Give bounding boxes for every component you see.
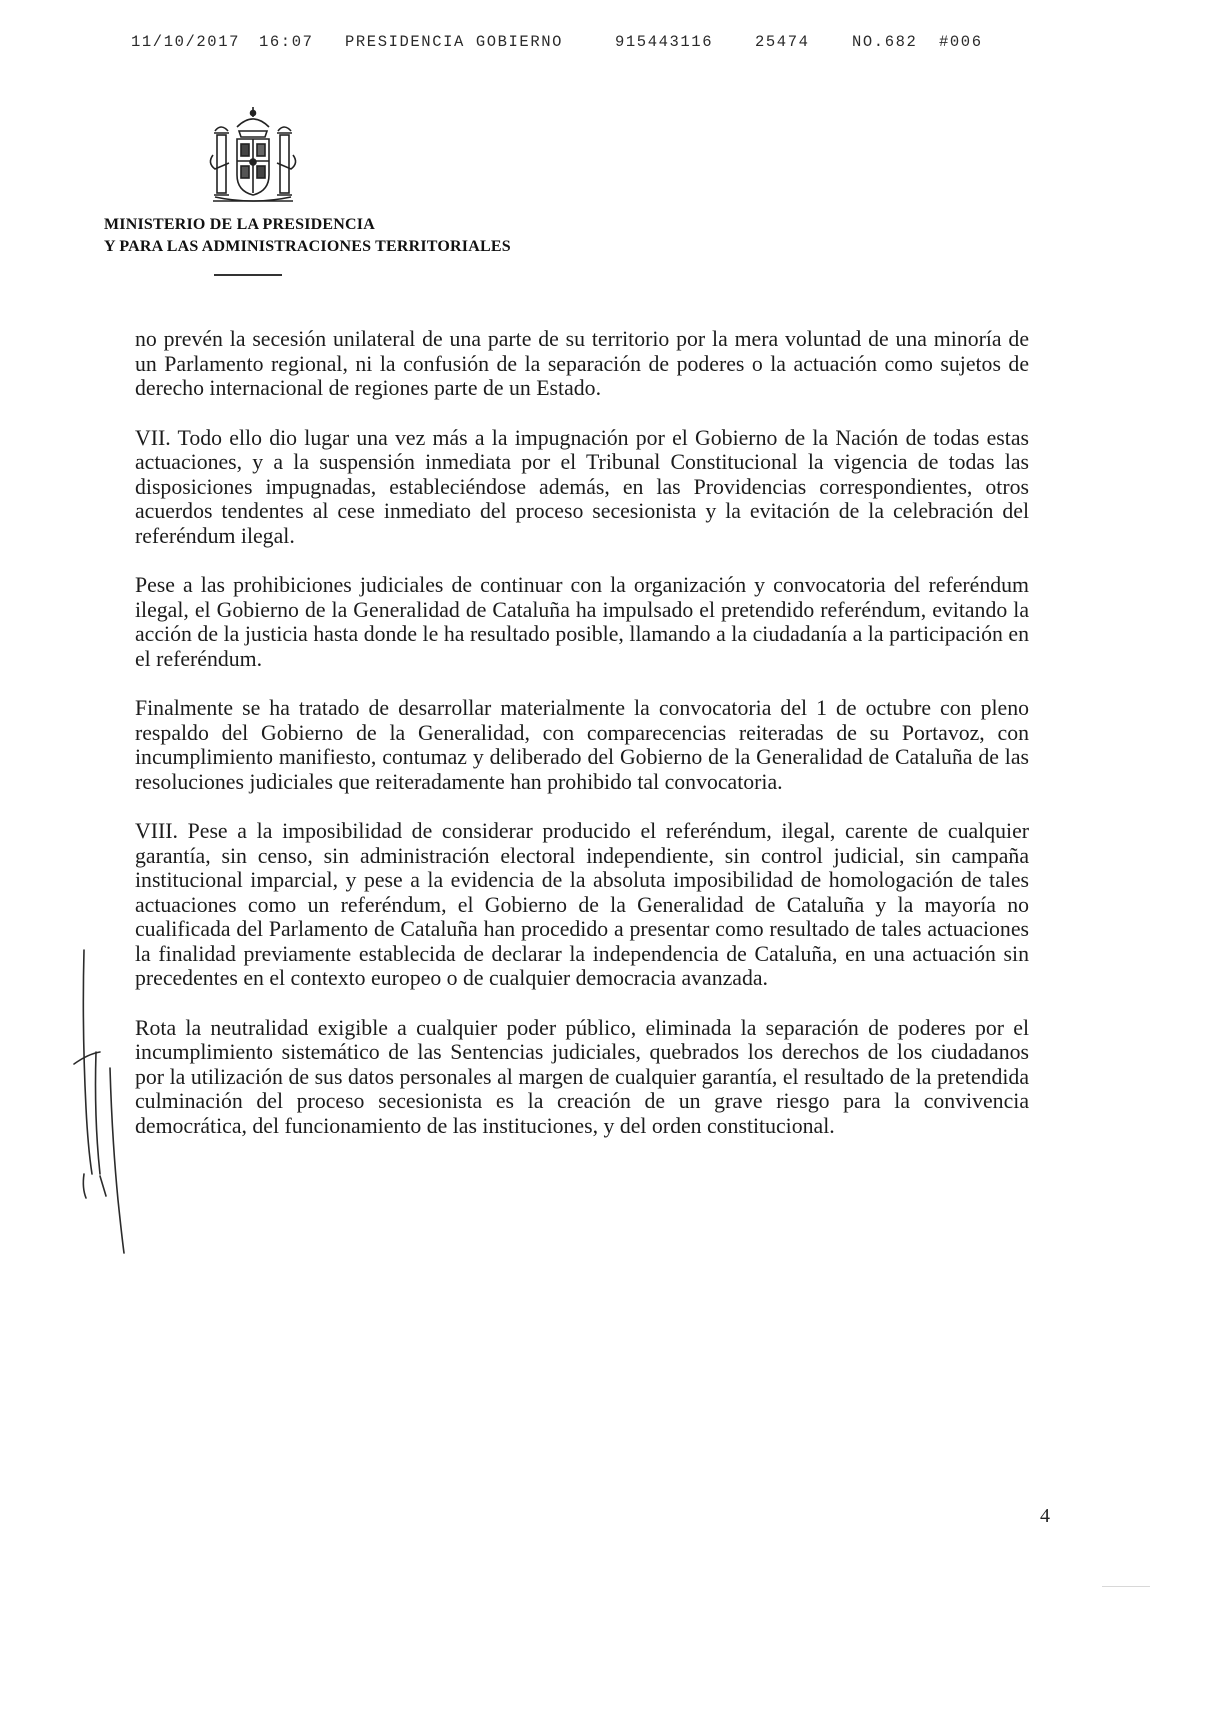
paragraph: Rota la neutralidad exigible a cualquier poder público, eliminada la separación de poderes por el incumplimiento sistemático de las Sentencias judiciales, quebrados los derechos de los ciudadanos por la utilización de sus datos personales al margen de cualquier garantía, el resultado de la pretendida culminación del proceso secesionista es la creación de un grave riesgo para la convivencia democrática, del funcionamiento de las instituciones, y del orden constitucional. xyxy=(135,1015,1029,1138)
fax-sender: PRESIDENCIA GOBIERNO xyxy=(345,33,564,51)
paragraph: Pese a las prohibiciones judiciales de continuar con la organización y convocatoria del referéndum ilegal, el Gobierno de la Generalidad de Cataluña ha impulsado el pretendido referéndum, evitando la acción de la justicia hasta donde le ha resultado posible, llamando a la ciudadanía a la participación en el referéndum. xyxy=(135,573,1029,671)
handwritten-margin-mark xyxy=(70,948,130,1258)
fax-number: NO.682 xyxy=(852,33,918,51)
fax-job: 25474 xyxy=(755,33,810,51)
coat-of-arms-spain-icon xyxy=(203,105,303,207)
fax-time: 16:07 xyxy=(259,33,314,51)
heading-divider xyxy=(214,274,282,276)
fax-date: 11/10/2017 xyxy=(131,33,241,51)
scan-mark xyxy=(1102,1586,1150,1587)
paragraph: VIII. Pese a la imposibilidad de considerar producido el referéndum, ilegal, carente de cualquier garantía, sin censo, sin administración electoral independiente, sin control judicial, sin campaña institucional imparcial, y pese a la evidencia de la absoluta imposibilidad de homologación de tales actuaciones como un referéndum, el Gobierno de la Generalidad de Cataluña y la mayoría no cualificada del Parlamento de Cataluña han procedido a presentar como resultado de tales actuaciones la finalidad previamente establecida de declarar la independencia de Cataluña, en una actuación sin precedentes en el contexto europeo o de cualquier democracia avanzada. xyxy=(135,819,1029,990)
fax-page: #006 xyxy=(939,33,983,51)
paragraph: VII. Todo ello dio lugar una vez más a la impugnación por el Gobierno de la Nación de todas estas actuaciones, y a la suspensión inmediata por el Tribunal Constitucional la vigencia de todas las disposiciones impugnadas, estableciéndose además, en las Providencias correspondientes, otros acuerdos tendentes al cese inmediato del proceso secesionista y la evitación de la celebración del referéndum ilegal. xyxy=(135,425,1029,548)
fax-phone: 915443116 xyxy=(615,33,714,51)
page-number: 4 xyxy=(1040,1505,1050,1527)
ministry-heading xyxy=(104,214,511,258)
ministry-line-1: MINISTERIO DE LA PRESIDENCIA xyxy=(104,216,375,233)
document-body xyxy=(135,327,1029,1163)
paragraph: Finalmente se ha tratado de desarrollar materialmente la convocatoria del 1 de octubre con pleno respaldo del Gobierno de la Generalidad, con comparecencias reiteradas de su Portavoz, con incumplimiento manifiesto, contumaz y deliberado del Gobierno de la Generalidad de Cataluña de las resoluciones judiciales que reiteradamente han prohibido tal convocatoria. xyxy=(135,696,1029,794)
ministry-line-2: Y PARA LAS ADMINISTRACIONES TERRITORIALES xyxy=(104,238,511,255)
paragraph: no prevén la secesión unilateral de una parte de su territorio por la mera voluntad de una minoría de un Parlamento regional, ni la confusión de la separación de poderes o la actuación como sujetos de derecho internacional de regiones parte de un Estado. xyxy=(135,327,1029,400)
